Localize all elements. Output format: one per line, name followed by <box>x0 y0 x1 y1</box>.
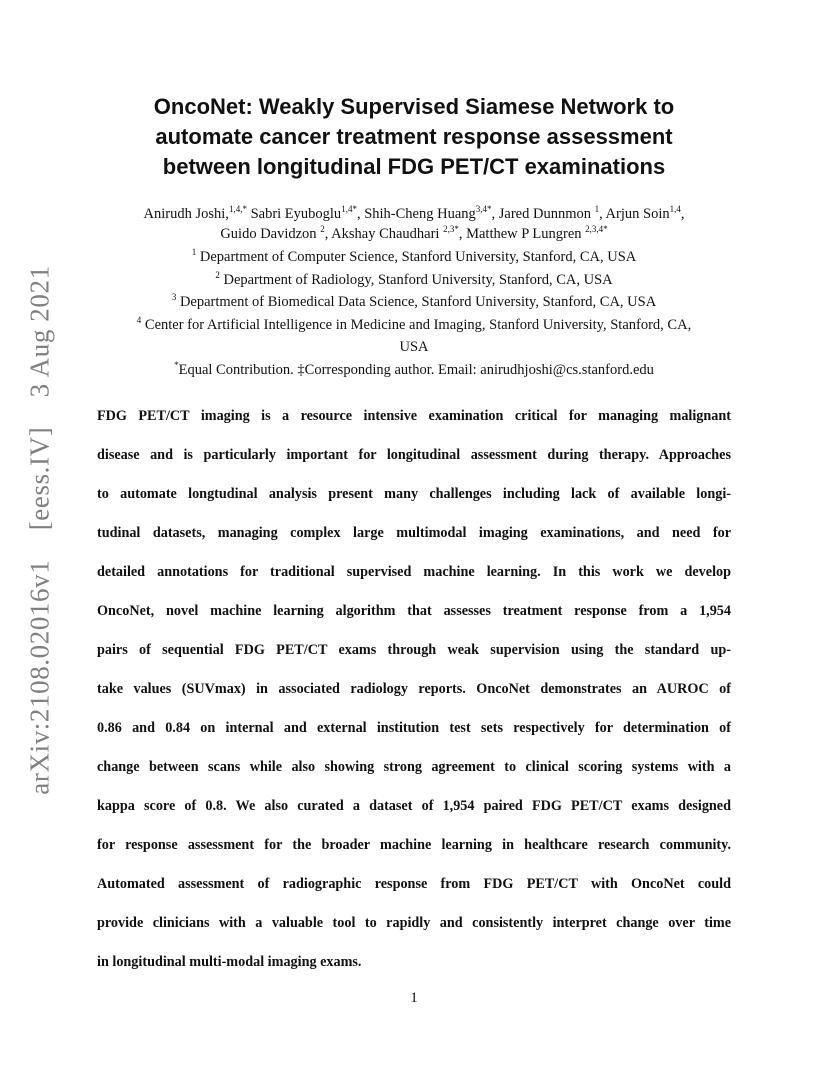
abstract <box>97 402 731 987</box>
author-name: Sabri Eyuboglu <box>250 206 342 222</box>
affiliation-number: 1 <box>191 247 197 257</box>
author-name: Matthew P Lungren <box>466 226 582 242</box>
affiliation-1 <box>90 246 738 269</box>
author-affil-sup: 3,4* <box>475 204 492 214</box>
arxiv-sidebar <box>18 265 62 795</box>
author-affil-sup: 2,3,4* <box>585 224 608 234</box>
equal-contribution-mark: * <box>174 359 179 370</box>
affiliation-text: Department of Computer Science, Stanford University, Stanford, CA, USA <box>199 249 637 265</box>
equal-contribution-note <box>90 359 738 382</box>
abstract-line: disease and is particularly important for longitudinal assessment during therapy. Approaches <box>97 447 731 463</box>
abstract-line: kappa score of 0.8. We also curated a dataset of 1,954 paired FDG PET/CT exams designed <box>97 798 731 814</box>
abstract-line: for response assessment for the broader machine learning in healthcare research community. <box>97 837 731 853</box>
title-line: automate cancer treatment response assessment <box>155 124 673 149</box>
affiliation-3 <box>90 291 738 314</box>
affiliation-text: Center for Artificial Intelligence in Medicine and Imaging, Stanford University, Stanford, CA, <box>144 316 692 333</box>
author-affil-sup: 2 <box>320 224 325 234</box>
abstract-line: change between scans while also showing strong agreement to clinical scoring systems with a <box>97 759 731 775</box>
abstract-line: OncoNet, novel machine learning algorithm that assesses treatment response from a 1,954 <box>97 603 731 619</box>
paper-title <box>100 92 728 182</box>
author-line: Anirudh Joshi,$^{1,4,*}$ Sabri Eyuboglu$^{1,4*}$, Shih-Cheng Huang$^{3,4*}$, Jared Dunnmon $^1$, Arjun Soin$^{1,4}$, <box>143 204 685 222</box>
author-name: Anirudh Joshi, <box>143 206 229 222</box>
arxiv-stamp <box>25 265 56 794</box>
abstract-line: take values (SUVmax) in associated radiology reports. OncoNet demonstrates an AUROC of <box>97 681 731 697</box>
equal-contribution-text: Equal Contribution. ‡Corresponding author. Email: anirudhjoshi@cs.stanford.edu <box>178 361 654 378</box>
title-line: OncoNet: Weakly Supervised Siamese Network to <box>153 94 675 119</box>
arxiv-id: arXiv:2108.02016v1 <box>24 559 55 795</box>
author-name: Jared Dunnmon <box>498 206 591 222</box>
abstract-line: Automated assessment of radiographic response from FDG PET/CT with OncoNet could <box>97 876 731 892</box>
affiliation-4-continuation: USA <box>399 339 429 355</box>
affiliation-number: 2 <box>215 269 220 280</box>
author-name: Shih-Cheng Huang <box>364 206 476 222</box>
author-affil-sup: 1,4,* <box>228 204 247 214</box>
abstract-line: to automate longtudinal analysis present many challenges including lack of available longi- <box>97 486 731 502</box>
affiliation-2 <box>90 269 738 292</box>
abstract-line: pairs of sequential FDG PET/CT exams through weak supervision using the standard up- <box>97 642 731 658</box>
affiliation-text: Department of Biomedical Data Science, Stanford University, Stanford, CA, USA <box>179 294 657 310</box>
author-affil-sup: 1 <box>594 204 600 214</box>
author-line: Guido Davidzon $^2$, Akshay Chaudhari $^{2,3*}$, Matthew P Lungren $^{2,3,4*}$ <box>220 224 608 242</box>
author-name: Guido Davidzon <box>220 226 317 242</box>
author-name: Arjun Soin <box>605 206 670 222</box>
author-affil-sup: 1,4* <box>341 204 357 214</box>
author-affil-sup: 2,3* <box>443 224 459 234</box>
abstract-line: 0.86 and 0.84 on internal and external institution test sets respectively for determination of <box>97 720 731 736</box>
abstract-line: in longitudinal multi-modal imaging exams. <box>97 954 362 970</box>
affiliation-number: 4 <box>136 314 142 325</box>
arxiv-date: 3 Aug 2021 <box>24 265 55 398</box>
abstract-line: FDG PET/CT imaging is a resource intensive examination critical for managing malignant <box>97 408 731 424</box>
abstract-line: provide clinicians with a valuable tool to rapidly and consistently interpret change over time <box>97 915 731 931</box>
page-number: 1 <box>410 990 418 1006</box>
author-name: Akshay Chaudhari <box>331 226 440 242</box>
abstract-line: detailed annotations for traditional supervised machine learning. In this work we develop <box>97 564 731 580</box>
author-list <box>90 204 738 244</box>
arxiv-category: [eess.IV] <box>24 426 55 531</box>
author-affil-sup: 1,4 <box>669 204 681 214</box>
affiliation-text: Department of Radiology, Stanford University, Stanford, CA, USA <box>223 271 613 288</box>
affiliation-number: 3 <box>171 292 177 302</box>
title-line: between longitudinal FDG PET/CT examinations <box>162 154 666 179</box>
affiliation-4 <box>90 314 738 337</box>
affiliation-list <box>90 246 738 381</box>
abstract-line: tudinal datasets, managing complex large multimodal imaging examinations, and need for <box>97 525 731 541</box>
